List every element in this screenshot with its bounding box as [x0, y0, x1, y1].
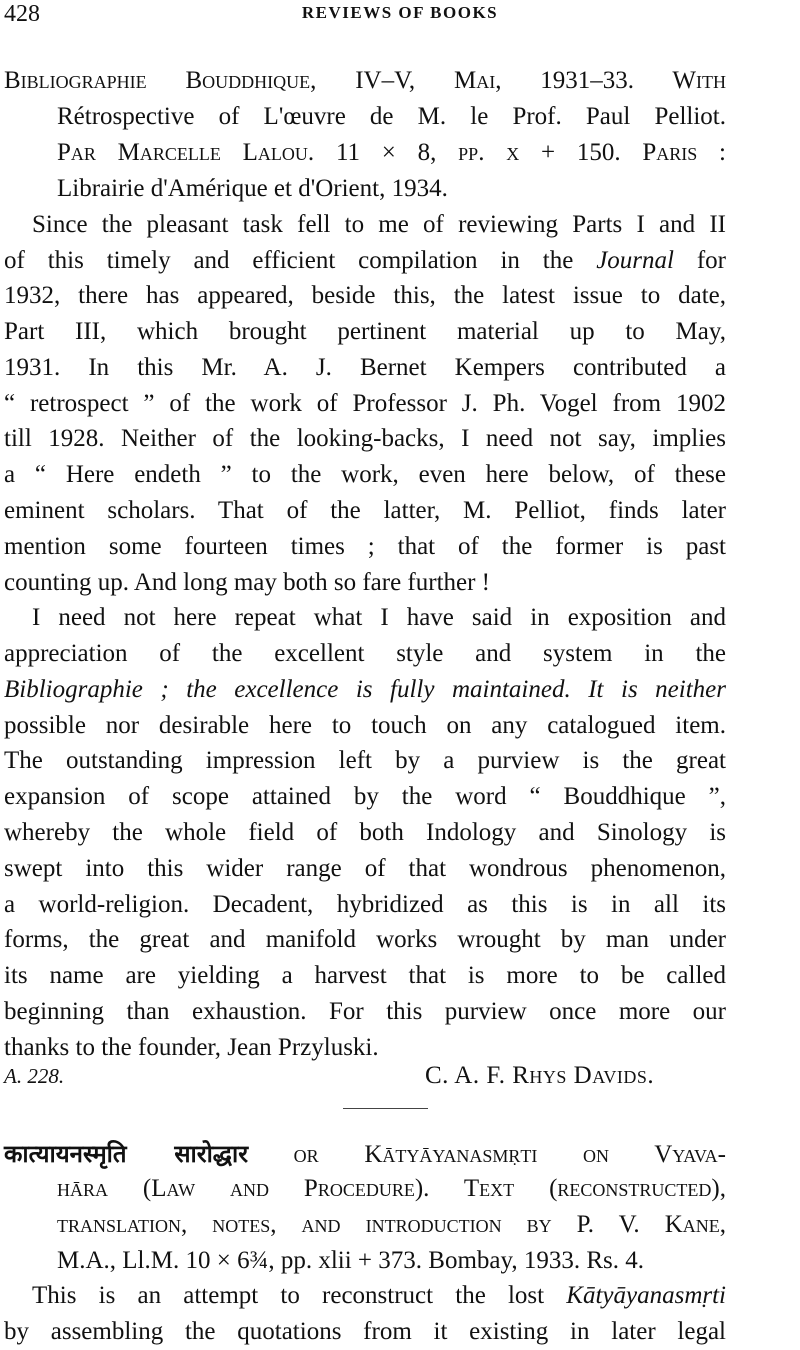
page-number: 428: [4, 1, 40, 27]
review2-citation-line-2: hāra (Law and Procedure). Text (reconstructed),: [57, 1175, 726, 1202]
review1-p1-line-10: mention some fourteen times ; that of the former is past: [4, 533, 726, 560]
review1-citation-line-4: Librairie d'Amérique et d'Orient, 1934.: [57, 175, 448, 202]
review2-p1-line-1: This is an attempt to reconstruct the lost Kātyāyanasmṛti: [32, 1282, 726, 1309]
review1-p2-line-9: a world-religion. Decadent, hybridized as this is in all its: [4, 891, 726, 918]
review1-p2-line-11: its name are yielding a harvest that is more to be called: [4, 962, 726, 989]
review1-p2-line-13: thanks to the founder, Jean Przyluski.: [4, 1034, 379, 1061]
review1-p1-line-6: “ retrospect ” of the work of Professor J. Ph. Vogel from 1902: [4, 390, 726, 417]
running-head: REVIEWS OF BOOKS: [301, 3, 499, 22]
review1-p1-line-9: eminent scholars. That of the latter, M. Pelliot, finds later: [4, 497, 726, 524]
review1-p1-line-8: a “ Here endeth ” to the work, even here below, of these: [4, 461, 726, 488]
reviewer-reference: A. 228.: [4, 1064, 65, 1088]
review2-citation-line-3: translation, notes, and introduction by P. V. Kane,: [57, 1211, 726, 1238]
section-divider: [343, 1108, 428, 1109]
review1-p1-line-1: Since the pleasant task fell to me of reviewing Parts I and II: [32, 211, 726, 238]
review1-p2-line-10: forms, the great and manifold works wrought by man under: [4, 926, 726, 953]
review1-p2-line-5: The outstanding impression left by a purview is the great: [4, 747, 726, 774]
reviewer-name: C. A. F. Rhys Davids.: [425, 1062, 655, 1089]
review1-p2-line-2: appreciation of the excellent style and system in the: [4, 640, 726, 667]
devanagari-title: कात्यायनस्मृति सारोद्धार: [4, 1140, 249, 1168]
review1-p2-line-12: beginning than exhaustion. For this purview once more our: [4, 998, 726, 1025]
page-header: [0, 0, 800, 30]
review1-p2-line-3: Bibliographie ; the excellence is fully maintained. It is neither: [4, 676, 726, 703]
review1-p1-line-11: counting up. And long may both so fare further !: [4, 569, 491, 596]
review1-p1-line-5: 1931. In this Mr. A. J. Bernet Kempers contributed a: [4, 354, 726, 381]
review1-p2-line-1: I need not here repeat what I have said in exposition and: [32, 604, 726, 631]
review1-p1-line-2: of this timely and efficient compilation in the Journal for: [4, 247, 726, 274]
review1-p2-line-6: expansion of scope attained by the word “ Bouddhique ”,: [4, 783, 726, 810]
review1-citation-line-2: Rétrospective of L'œuvre de M. le Prof. Paul Pelliot.: [57, 103, 726, 130]
review2-citation-line-4: M.A., Ll.M. 10 × 6¾, pp. xlii + 373. Bombay, 1933. Rs. 4.: [57, 1247, 645, 1274]
review1-p2-line-4: possible nor desirable here to touch on any catalogued item.: [4, 712, 726, 739]
review1-citation-line-1: Bibliographie Bouddhique, IV–V, Mai, 1931–33. With: [4, 67, 726, 94]
review1-citation-line-3: Par Marcelle Lalou. 11 × 8, pp. x + 150. Paris :: [57, 139, 726, 166]
review1-p2-line-8: swept into this wider range of that wondrous phenomenon,: [4, 855, 726, 882]
review2-citation-line-1: कात्यायनस्मृति सारोद्धार or Kātyāyanasmṛti on Vyava-: [4, 1140, 726, 1168]
review1-p1-line-4: Part III, which brought pertinent material up to May,: [4, 318, 726, 345]
review2-p1-line-2: by assembling the quotations from it existing in later legal: [4, 1318, 726, 1345]
review1-p1-line-7: till 1928. Neither of the looking-backs, I need not say, implies: [4, 425, 726, 452]
review1-p1-line-3: 1932, there has appeared, beside this, the latest issue to date,: [4, 282, 726, 309]
review1-p2-line-7: whereby the whole field of both Indology and Sinology is: [4, 819, 726, 846]
